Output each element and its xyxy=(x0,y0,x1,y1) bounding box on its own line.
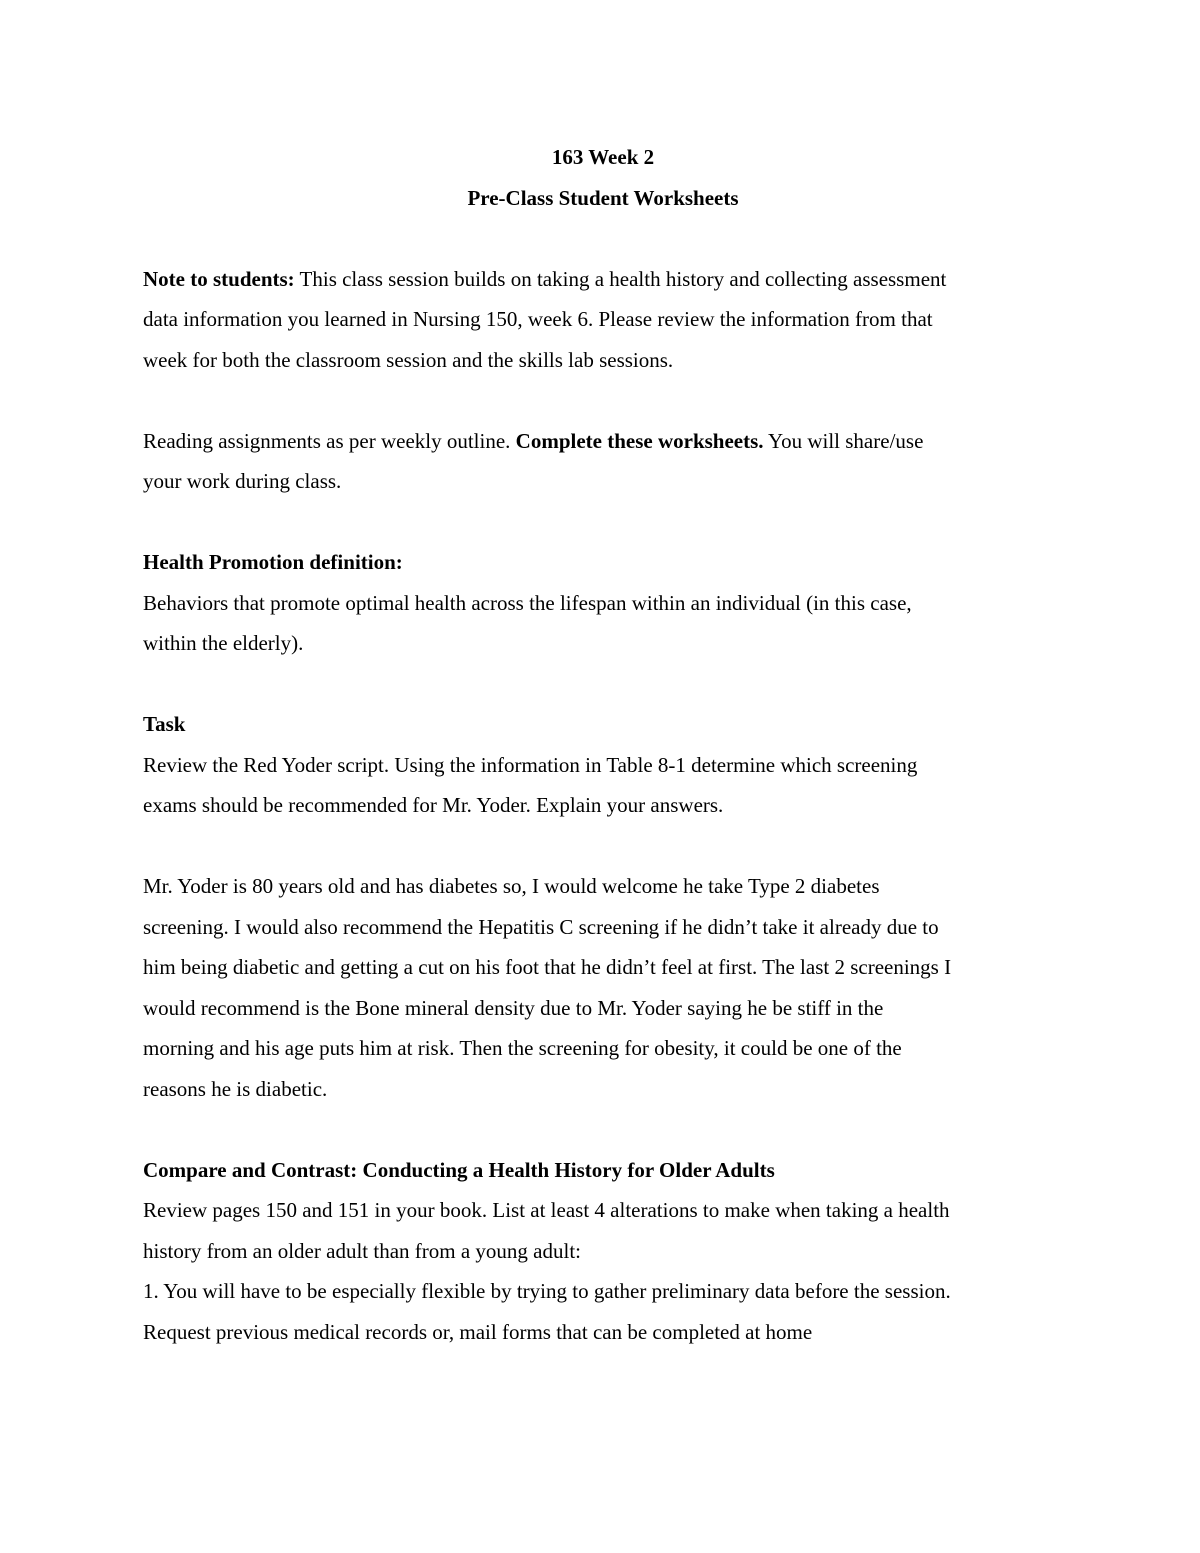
health-promotion-heading xyxy=(143,542,1063,583)
note-line-3: week for both the classroom session and the skills lab sessions. xyxy=(143,347,674,372)
document-subtitle: Pre-Class Student Worksheets xyxy=(467,185,739,210)
answer-line-1: Mr. Yoder is 80 years old and has diabetes so, I would welcome he take Type 2 diabetes xyxy=(143,874,880,898)
document-content xyxy=(143,137,1063,1352)
compare-line-3: 1. You will have to be especially flexible by trying to gather preliminary data before the session. xyxy=(143,1279,951,1303)
reading-text-after: You will share/use xyxy=(768,428,924,453)
note-line-2: data information you learned in Nursing 150, week 6. Please review the information from that xyxy=(143,307,933,331)
task-line-2: exams should be recommended for Mr. Yoder. Explain your answers. xyxy=(143,793,724,817)
document-title: 163 Week 2 xyxy=(551,145,655,169)
reading-line-1 xyxy=(143,421,1063,462)
compare-heading xyxy=(143,1150,1063,1191)
task-line-1: Review the Red Yoder script. Using the information in Table 8-1 determine which screening xyxy=(143,752,918,777)
reading-text-before: Reading assignments as per weekly outline. xyxy=(143,428,511,453)
spacer xyxy=(143,664,1063,705)
answer-line-5: morning and his age puts him at risk. Then the screening for obesity, it could be one of the xyxy=(143,1036,902,1060)
health-promotion-line-1: Behaviors that promote optimal health across the lifespan within an individual (in this case, xyxy=(143,590,912,615)
health-promotion-line-2: within the elderly). xyxy=(143,631,304,655)
task-heading-text: Task xyxy=(143,712,186,736)
note-line-1 xyxy=(143,259,1063,300)
reading-line-2: your work during class. xyxy=(143,469,342,493)
note-label: Note to students: xyxy=(143,266,295,291)
spacer xyxy=(143,826,1063,867)
compare-heading-text: Compare and Contrast: Conducting a Health History for Older Adults xyxy=(143,1157,775,1182)
answer-line-3: him being diabetic and getting a cut on his foot that he didn’t feel at first. The last 2 screenings I xyxy=(143,955,952,979)
compare-line-2: history from an older adult than from a young adult: xyxy=(143,1238,581,1263)
task-heading xyxy=(143,704,1063,745)
health-promotion-heading-text: Health Promotion definition: xyxy=(143,550,403,574)
spacer xyxy=(143,218,1063,259)
note-text-1: This class session builds on taking a health history and collecting assessment xyxy=(299,266,947,291)
compare-line-1: Review pages 150 and 151 in your book. List at least 4 alterations to make when taking a health xyxy=(143,1198,950,1222)
spacer xyxy=(143,502,1063,543)
answer-line-2: screening. I would also recommend the Hepatitis C screening if he didn’t take it already due to xyxy=(143,914,939,939)
compare-line-4: Request previous medical records or, mail forms that can be completed at home xyxy=(143,1319,813,1344)
answer-line-4: would recommend is the Bone mineral density due to Mr. Yoder saying he be stiff in the xyxy=(143,995,884,1020)
reading-bold-text: Complete these worksheets. xyxy=(515,428,764,453)
spacer xyxy=(143,380,1063,421)
answer-line-6: reasons he is diabetic. xyxy=(143,1076,328,1101)
spacer xyxy=(143,1109,1063,1150)
